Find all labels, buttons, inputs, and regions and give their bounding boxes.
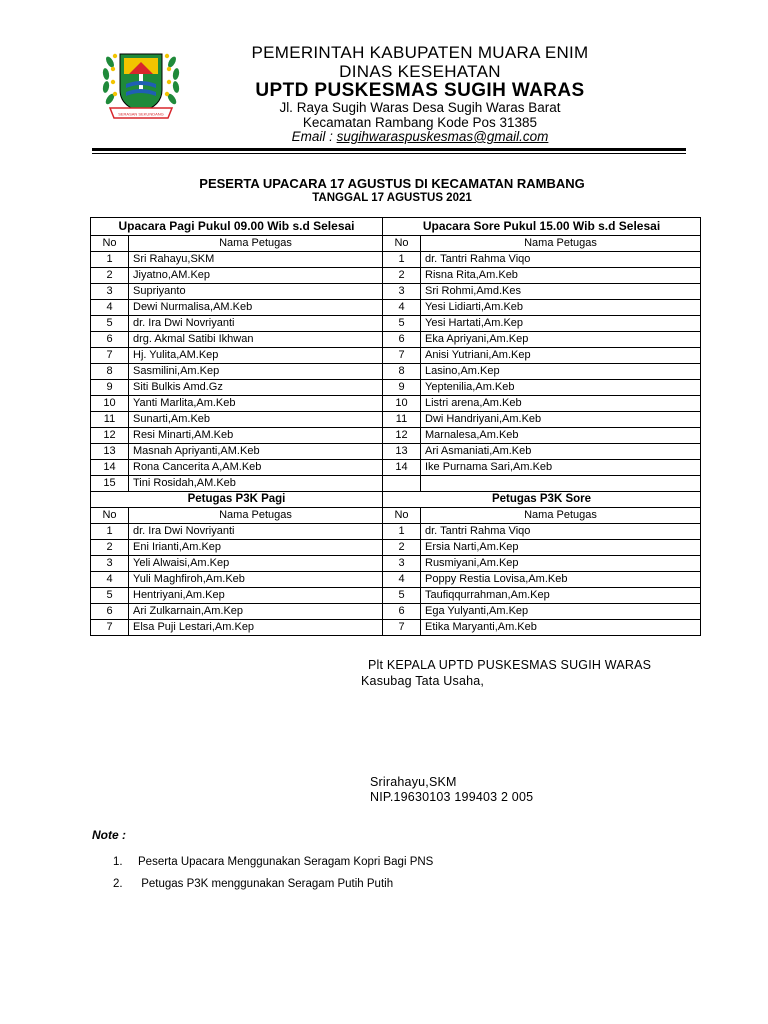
header-institution: UPTD PUSKESMAS SUGIH WARAS	[255, 80, 585, 101]
row-number: 7	[91, 348, 129, 364]
row-number: 15	[91, 476, 129, 492]
col-no-header: No	[383, 508, 421, 524]
signature-name: Srirahayu,SKM	[370, 775, 457, 789]
row-number	[383, 476, 421, 492]
row-number: 2	[91, 540, 129, 556]
officer-name: Marnalesa,Am.Keb	[421, 428, 701, 444]
document-date: TANGGAL 17 AGUSTUS 2021	[312, 192, 472, 204]
p3k-section-header-row	[91, 492, 701, 508]
header-address: Jl. Raya Sugih Waras Desa Sugih Waras Barat	[279, 100, 561, 115]
col-nama-header: Nama Petugas	[421, 236, 701, 252]
row-number: 1	[91, 252, 129, 268]
row-number: 14	[91, 460, 129, 476]
officer-name: Poppy Restia Lovisa,Am.Keb	[421, 572, 701, 588]
row-number: 2	[383, 540, 421, 556]
officer-name: Eni Irianti,Am.Kep	[129, 540, 383, 556]
row-number: 4	[383, 572, 421, 588]
sore-section-title: Upacara Sore Pukul 15.00 Wib s.d Selesai	[383, 218, 701, 236]
row-number: 7	[91, 620, 129, 636]
row-number: 2	[383, 268, 421, 284]
officer-name: Yesi Lidiarti,Am.Keb	[421, 300, 701, 316]
officer-name: Risna Rita,Am.Keb	[421, 268, 701, 284]
document-title: PESERTA UPACARA 17 AGUSTUS DI KECAMATAN RAMBANG	[199, 176, 585, 191]
col-nama-header: Nama Petugas	[129, 236, 383, 252]
officer-name: Rona Cancerita A,AM.Keb	[129, 460, 383, 476]
officer-name: Ersia Narti,Am.Kep	[421, 540, 701, 556]
signature-nip: NIP.19630103 199403 2 005	[370, 790, 534, 804]
row-number: 8	[383, 364, 421, 380]
header-district: Kecamatan Rambang Kode Pos 31385	[302, 115, 538, 130]
row-number: 2	[91, 268, 129, 284]
officer-name: Supriyanto	[129, 284, 383, 300]
signature-subtitle: Kasubag Tata Usaha,	[361, 674, 485, 688]
table-row	[91, 252, 701, 268]
row-number: 14	[383, 460, 421, 476]
table-row	[91, 524, 701, 540]
table-row	[91, 572, 701, 588]
row-number: 12	[91, 428, 129, 444]
col-nama-header: Nama Petugas	[129, 508, 383, 524]
officer-name: Yuli Maghfiroh,Am.Keb	[129, 572, 383, 588]
officer-name: Tini Rosidah,AM.Keb	[129, 476, 383, 492]
officer-name: Yanti Marlita,Am.Keb	[129, 396, 383, 412]
table-row	[91, 620, 701, 636]
officer-name: Ike Purnama Sari,Am.Keb	[421, 460, 701, 476]
table-row	[91, 476, 701, 492]
row-number: 4	[91, 300, 129, 316]
row-number: 5	[383, 588, 421, 604]
row-number: 9	[383, 380, 421, 396]
table-row	[91, 364, 701, 380]
row-number: 3	[91, 556, 129, 572]
officer-name: dr. Ira Dwi Novriyanti	[129, 524, 383, 540]
officer-name: dr. Tantri Rahma Viqo	[421, 524, 701, 540]
officer-name: Listri arena,Am.Keb	[421, 396, 701, 412]
table-row	[91, 268, 701, 284]
table-row	[91, 284, 701, 300]
row-number: 12	[383, 428, 421, 444]
email-label: Email :	[291, 129, 337, 144]
email-link[interactable]: sugihwaraspuskesmas@gmail.com	[336, 129, 549, 144]
row-number: 7	[383, 620, 421, 636]
p3k-sore-title: Petugas P3K Sore	[383, 492, 701, 508]
officer-name: Yesi Hartati,Am.Kep	[421, 316, 701, 332]
table-row	[91, 604, 701, 620]
signature-position: Plt KEPALA UPTD PUSKESMAS SUGIH WARAS	[368, 658, 652, 672]
note-number: 2.	[113, 878, 123, 890]
table-row	[91, 412, 701, 428]
col-nama-header: Nama Petugas	[421, 508, 701, 524]
roster-table	[90, 217, 701, 636]
officer-name: Sri Rahayu,SKM	[129, 252, 383, 268]
header-email-line	[190, 130, 650, 144]
col-no-header: No	[383, 236, 421, 252]
table-row	[91, 396, 701, 412]
row-number: 10	[91, 396, 129, 412]
officer-name: Lasino,Am.Kep	[421, 364, 701, 380]
officer-name: Yeli Alwaisi,Am.Kep	[129, 556, 383, 572]
officer-name: dr. Ira Dwi Novriyanti	[129, 316, 383, 332]
row-number: 5	[91, 316, 129, 332]
row-number: 11	[91, 412, 129, 428]
officer-name: Dwi Handriyani,Am.Keb	[421, 412, 701, 428]
officer-name: Taufiqqurrahman,Am.Kep	[421, 588, 701, 604]
officer-name: Anisi Yutriani,Am.Kep	[421, 348, 701, 364]
row-number: 11	[383, 412, 421, 428]
row-number: 5	[383, 316, 421, 332]
row-number: 10	[383, 396, 421, 412]
officer-name: Sunarti,Am.Keb	[129, 412, 383, 428]
row-number: 6	[91, 604, 129, 620]
table-row	[91, 380, 701, 396]
table-row	[91, 556, 701, 572]
logo-ribbon-text: SERASAN SEKUNDANG	[118, 111, 164, 117]
row-number: 1	[91, 524, 129, 540]
pagi-section-title: Upacara Pagi Pukul 09.00 Wib s.d Selesai	[91, 218, 383, 236]
officer-name: Elsa Puji Lestari,Am.Kep	[129, 620, 383, 636]
table-row	[91, 588, 701, 604]
officer-name: Masnah Apriyanti,AM.Keb	[129, 444, 383, 460]
officer-name: Dewi Nurmalisa,AM.Keb	[129, 300, 383, 316]
row-number: 6	[91, 332, 129, 348]
note-title: Note :	[92, 828, 126, 842]
table-row	[91, 300, 701, 316]
header-government: PEMERINTAH KABUPATEN MUARA ENIM	[251, 43, 589, 62]
officer-name: Yeptenilia,Am.Keb	[421, 380, 701, 396]
officer-name: Jiyatno,AM.Kep	[129, 268, 383, 284]
muara-enim-regency-emblem-icon	[96, 44, 186, 124]
table-row	[91, 460, 701, 476]
officer-name: Etika Maryanti,Am.Keb	[421, 620, 701, 636]
row-number: 4	[383, 300, 421, 316]
row-number: 13	[91, 444, 129, 460]
officer-name: Hj. Yulita,AM.Kep	[129, 348, 383, 364]
note-item	[113, 879, 393, 891]
row-number: 7	[383, 348, 421, 364]
col-no-header: No	[91, 508, 129, 524]
officer-name: Eka Apriyani,Am.Kep	[421, 332, 701, 348]
officer-name: drg. Akmal Satibi Ikhwan	[129, 332, 383, 348]
row-number: 13	[383, 444, 421, 460]
officer-name: Hentriyani,Am.Kep	[129, 588, 383, 604]
row-number: 6	[383, 332, 421, 348]
note-text: Peserta Upacara Menggunakan Seragam Kopri Bagi PNS	[138, 856, 434, 868]
officer-name: dr. Tantri Rahma Viqo	[421, 252, 701, 268]
officer-name: Ari Asmaniati,Am.Keb	[421, 444, 701, 460]
officer-name: Siti Bulkis Amd.Gz	[129, 380, 383, 396]
row-number: 1	[383, 252, 421, 268]
column-header-row	[91, 508, 701, 524]
officer-name: Rusmiyani,Am.Kep	[421, 556, 701, 572]
officer-name: Sri Rohmi,Amd.Kes	[421, 284, 701, 300]
row-number: 4	[91, 572, 129, 588]
row-number: 3	[383, 556, 421, 572]
header-rule-thin	[92, 153, 686, 154]
officer-name: Ari Zulkarnain,Am.Kep	[129, 604, 383, 620]
row-number: 5	[91, 588, 129, 604]
table-row	[91, 348, 701, 364]
officer-name: Ega Yulyanti,Am.Kep	[421, 604, 701, 620]
column-header-row	[91, 236, 701, 252]
officer-name: Resi Minarti,AM.Keb	[129, 428, 383, 444]
row-number: 9	[91, 380, 129, 396]
table-row	[91, 316, 701, 332]
note-text: Petugas P3K menggunakan Seragam Putih Putih	[138, 878, 394, 890]
row-number: 3	[91, 284, 129, 300]
table-row	[91, 444, 701, 460]
col-no-header: No	[91, 236, 129, 252]
note-number: 1.	[113, 856, 123, 868]
p3k-pagi-title: Petugas P3K Pagi	[91, 492, 383, 508]
row-number: 1	[383, 524, 421, 540]
note-item	[113, 857, 433, 869]
officer-name	[421, 476, 701, 492]
section-header-row	[91, 218, 701, 236]
table-row	[91, 428, 701, 444]
row-number: 3	[383, 284, 421, 300]
header-rule-thick	[92, 148, 686, 151]
row-number: 8	[91, 364, 129, 380]
row-number: 6	[383, 604, 421, 620]
header-department: DINAS KESEHATAN	[339, 62, 501, 81]
table-row	[91, 540, 701, 556]
officer-name: Sasmilini,Am.Kep	[129, 364, 383, 380]
table-row	[91, 332, 701, 348]
